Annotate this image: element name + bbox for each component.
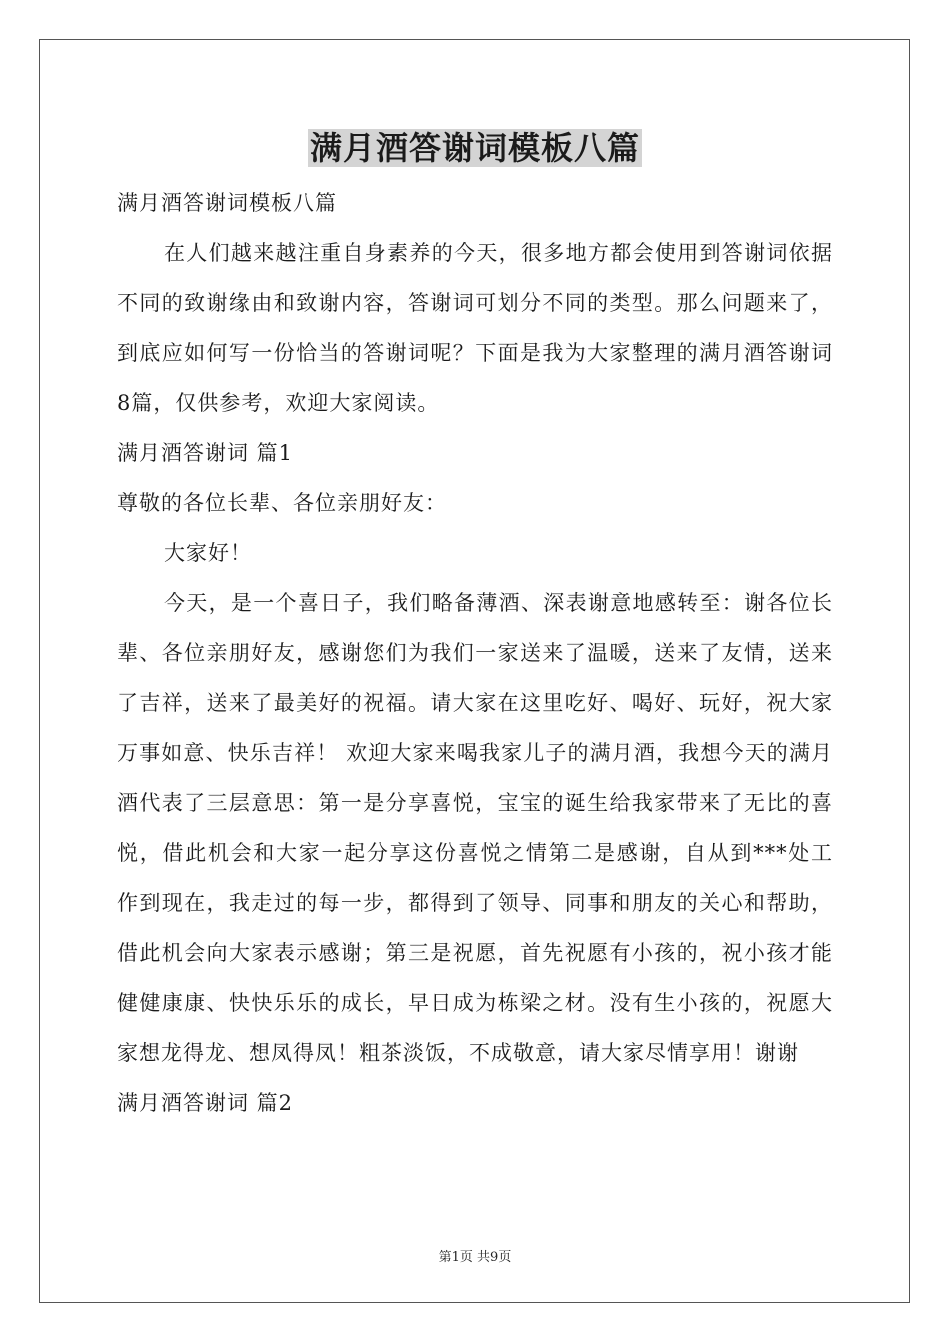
greeting: 大家好！ xyxy=(164,541,252,565)
section-heading-1: 满月酒答谢词 篇1 xyxy=(117,441,294,465)
document-subtitle: 满月酒答谢词模板八篇 xyxy=(117,191,337,215)
section-1-body: 今天，是一个喜日子，我们略备薄酒、深表谢意地感转至：谢各位长辈、各位亲朋好友，感谢您们为我们一家送来了温暖，送来了友情，送来了吉祥，送来了最美好的祝福。请大家在这里吃好、喝好、玩好，祝大家万事如意、快乐吉祥！ 欢迎大家来喝我家儿子的满月酒，我想今天的满月酒代表了三层意思：第一是分享喜悦，宝宝的诞生给我家带来了无比的喜悦，借此机会和大家一起分享这份喜悦之情第二是感谢，自从到***处工作到现在，我走过的每一步，都得到了领导、同事和朋友的关心和帮助，借此机会向大家表示感谢；第三是祝愿，首先祝愿有小孩的，祝小孩才能健健康康、快快乐乐的成长，早日成为栋梁之材。没有生小孩的，祝愿大家想龙得龙、想凤得凤！粗茶淡饭，不成敬意，请大家尽情享用！谢谢 xyxy=(117,591,833,1065)
document-title xyxy=(0,126,950,170)
page-number: 第1页 共9页 xyxy=(438,1250,512,1265)
document-body xyxy=(117,178,833,1128)
salutation: 尊敬的各位长辈、各位亲朋好友： xyxy=(117,491,447,515)
section-heading-2: 满月酒答谢词 篇2 xyxy=(117,1091,294,1115)
document-title-text: 满月酒答谢词模板八篇 xyxy=(309,129,640,167)
intro-paragraph: 在人们越来越注重自身素养的今天，很多地方都会使用到答谢词依据不同的致谢缘由和致谢内容，答谢词可划分不同的类型。那么问题来了，到底应如何写一份恰当的答谢词呢？下面是我为大家整理的满月酒答谢词8篇，仅供参考，欢迎大家阅读。 xyxy=(117,241,833,415)
